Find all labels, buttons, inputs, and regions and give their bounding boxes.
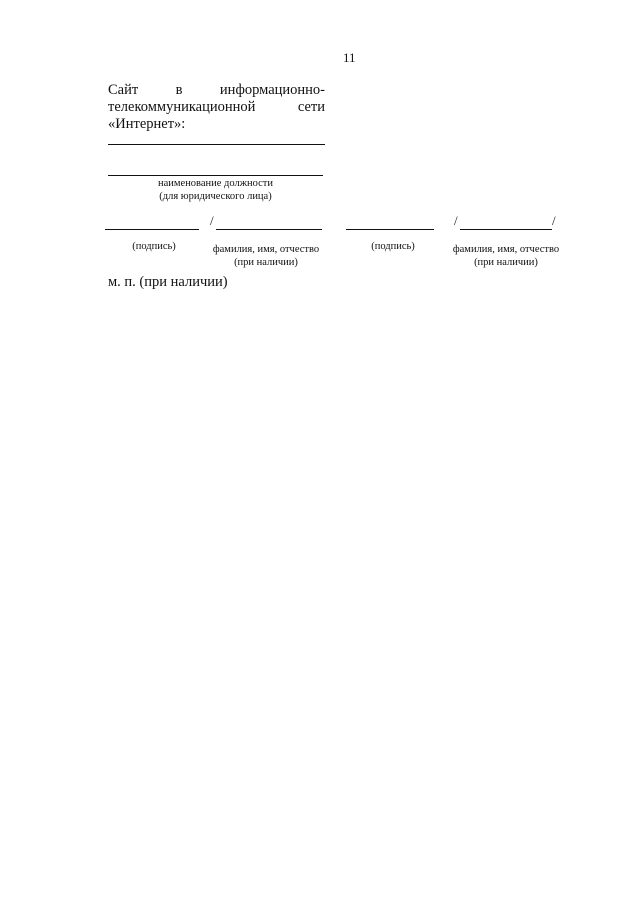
site-heading-line-1: [108, 82, 325, 99]
name-label-2: [442, 243, 570, 269]
slash-2: /: [454, 213, 458, 228]
name-label-1-line-1: фамилия, имя, отчество: [212, 244, 320, 255]
signature-label-1: (подпись): [132, 241, 176, 252]
site-heading-line-2: [108, 99, 325, 116]
site-word-4: телекоммуникационной: [108, 99, 256, 115]
slash-1: /: [210, 213, 214, 228]
signature-label-2: (подпись): [371, 241, 415, 252]
site-word-1: Сайт: [108, 82, 139, 98]
site-word-2: в: [175, 82, 183, 98]
position-blank-line: [108, 175, 323, 176]
site-word-5: сети: [297, 99, 325, 115]
stamp-place: м. п. (при наличии): [108, 274, 228, 290]
site-heading: [108, 82, 325, 133]
page-number: 11: [343, 50, 356, 65]
signature-line-2: [346, 229, 434, 230]
position-caption-line-1: наименование должности: [157, 178, 274, 189]
name-label-2-line-1: фамилия, имя, отчество: [452, 244, 560, 255]
name-label-1-line-2: (при наличии): [234, 257, 298, 268]
site-word-3: информационно-: [219, 82, 325, 98]
position-caption-line-2: (для юридического лица): [159, 191, 272, 202]
position-caption: [108, 177, 323, 203]
name-line-2: [460, 229, 552, 230]
name-label-1: [202, 243, 330, 269]
site-blank-line: [108, 144, 325, 145]
name-label-2-line-2: (при наличии): [474, 257, 538, 268]
name-line-1: [216, 229, 322, 230]
site-heading-line-3: «Интернет»:: [108, 116, 186, 132]
slash-3: /: [552, 213, 556, 228]
signature-line-1: [105, 229, 199, 230]
